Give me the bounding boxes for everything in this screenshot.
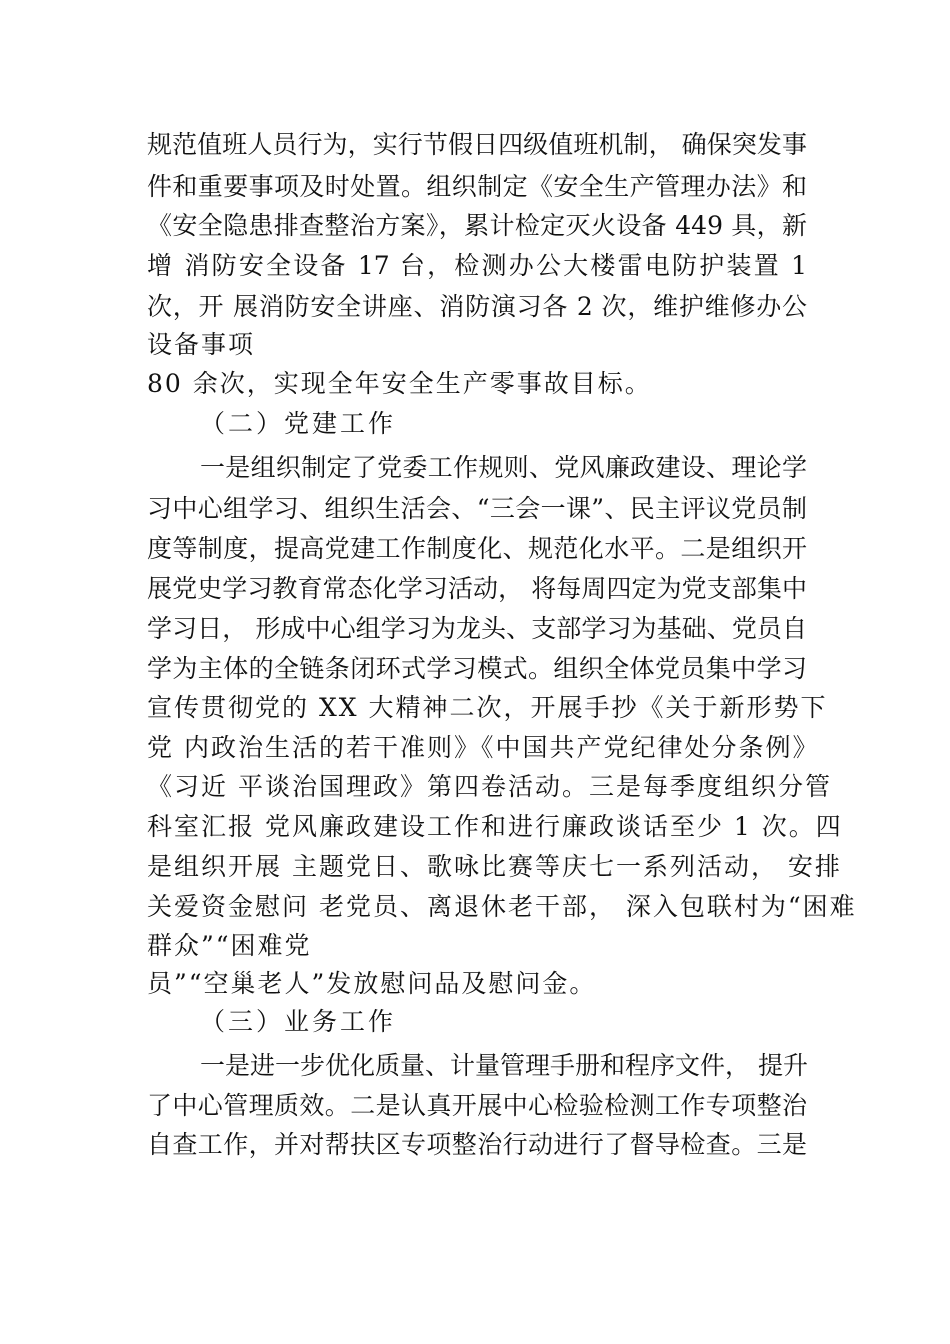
- paragraph-line: 是组织开展 主题党日、歌咏比赛等庆七一系列活动， 安排: [147, 852, 842, 881]
- paragraph-line: 展党史学习教育常态化学习活动， 将每周四定为党支部集中: [147, 574, 807, 603]
- paragraph-line: 件和重要事项及时处置。组织制定《安全生产管理办法》和: [147, 172, 807, 201]
- section-heading-business-work: （三）业务工作: [200, 1007, 397, 1036]
- paragraph-line: 群众”“困难党: [147, 931, 312, 960]
- paragraph-line: 80 余次，实现全年安全生产零事故目标。: [147, 369, 652, 398]
- paragraph-line: 科室汇报 党风廉政建设工作和进行廉政谈话至少 1 次。四: [147, 812, 843, 841]
- paragraph-line: 增 消防安全设备 17 台，检测办公大楼雷电防护装置 1: [147, 251, 807, 280]
- section-heading-party-building: （二）党建工作: [200, 409, 397, 438]
- paragraph-line: 习中心组学习、组织生活会、“三会一课”、民主评议党员制: [147, 494, 807, 523]
- paragraph-line: 学为主体的全链条闭环式学习模式。组织全体党员集中学习: [147, 654, 807, 683]
- paragraph-line: 规范值班人员行为，实行节假日四级值班机制， 确保突发事: [147, 130, 807, 159]
- paragraph-line: 《习近 平谈治国理政》第四卷活动。三是每季度组织分管: [147, 772, 832, 801]
- paragraph-line: 了中心管理质效。二是认真开展中心检验检测工作专项整治: [147, 1091, 807, 1120]
- paragraph-line: 一是组织制定了党委工作规则、党风廉政建设、理论学: [200, 453, 807, 482]
- paragraph-line: 员”“空巢老人”发放慰问品及慰问金。: [147, 969, 597, 998]
- paragraph-line: 自查工作，并对帮扶区专项整治行动进行了督导检查。三是: [147, 1130, 807, 1159]
- paragraph-line: 学习日， 形成中心组学习为龙头、支部学习为基础、党员自: [147, 614, 807, 643]
- paragraph-line: 度等制度，提高党建工作制度化、规范化水平。二是组织开: [147, 534, 807, 563]
- paragraph-line: 党 内政治生活的若干准则》《中国共产党纪律处分条例》: [147, 733, 820, 762]
- paragraph-line: 一是进一步优化质量、计量管理手册和程序文件， 提升: [200, 1051, 808, 1080]
- paragraph-line: 宣传贯彻党的 XX 大精神二次，开展手抄《关于新形势下: [147, 693, 828, 722]
- paragraph-line: 设备事项: [147, 330, 256, 359]
- paragraph-line: 《安全隐患排查整治方案》，累计检定灭火设备 449 具，新: [147, 211, 807, 240]
- paragraph-line: 次，开 展消防安全讲座、消防演习各 2 次，维护维修办公: [147, 292, 807, 321]
- paragraph-line: 关爱资金慰问 老党员、离退休老干部， 深入包联村为“困难: [147, 892, 857, 921]
